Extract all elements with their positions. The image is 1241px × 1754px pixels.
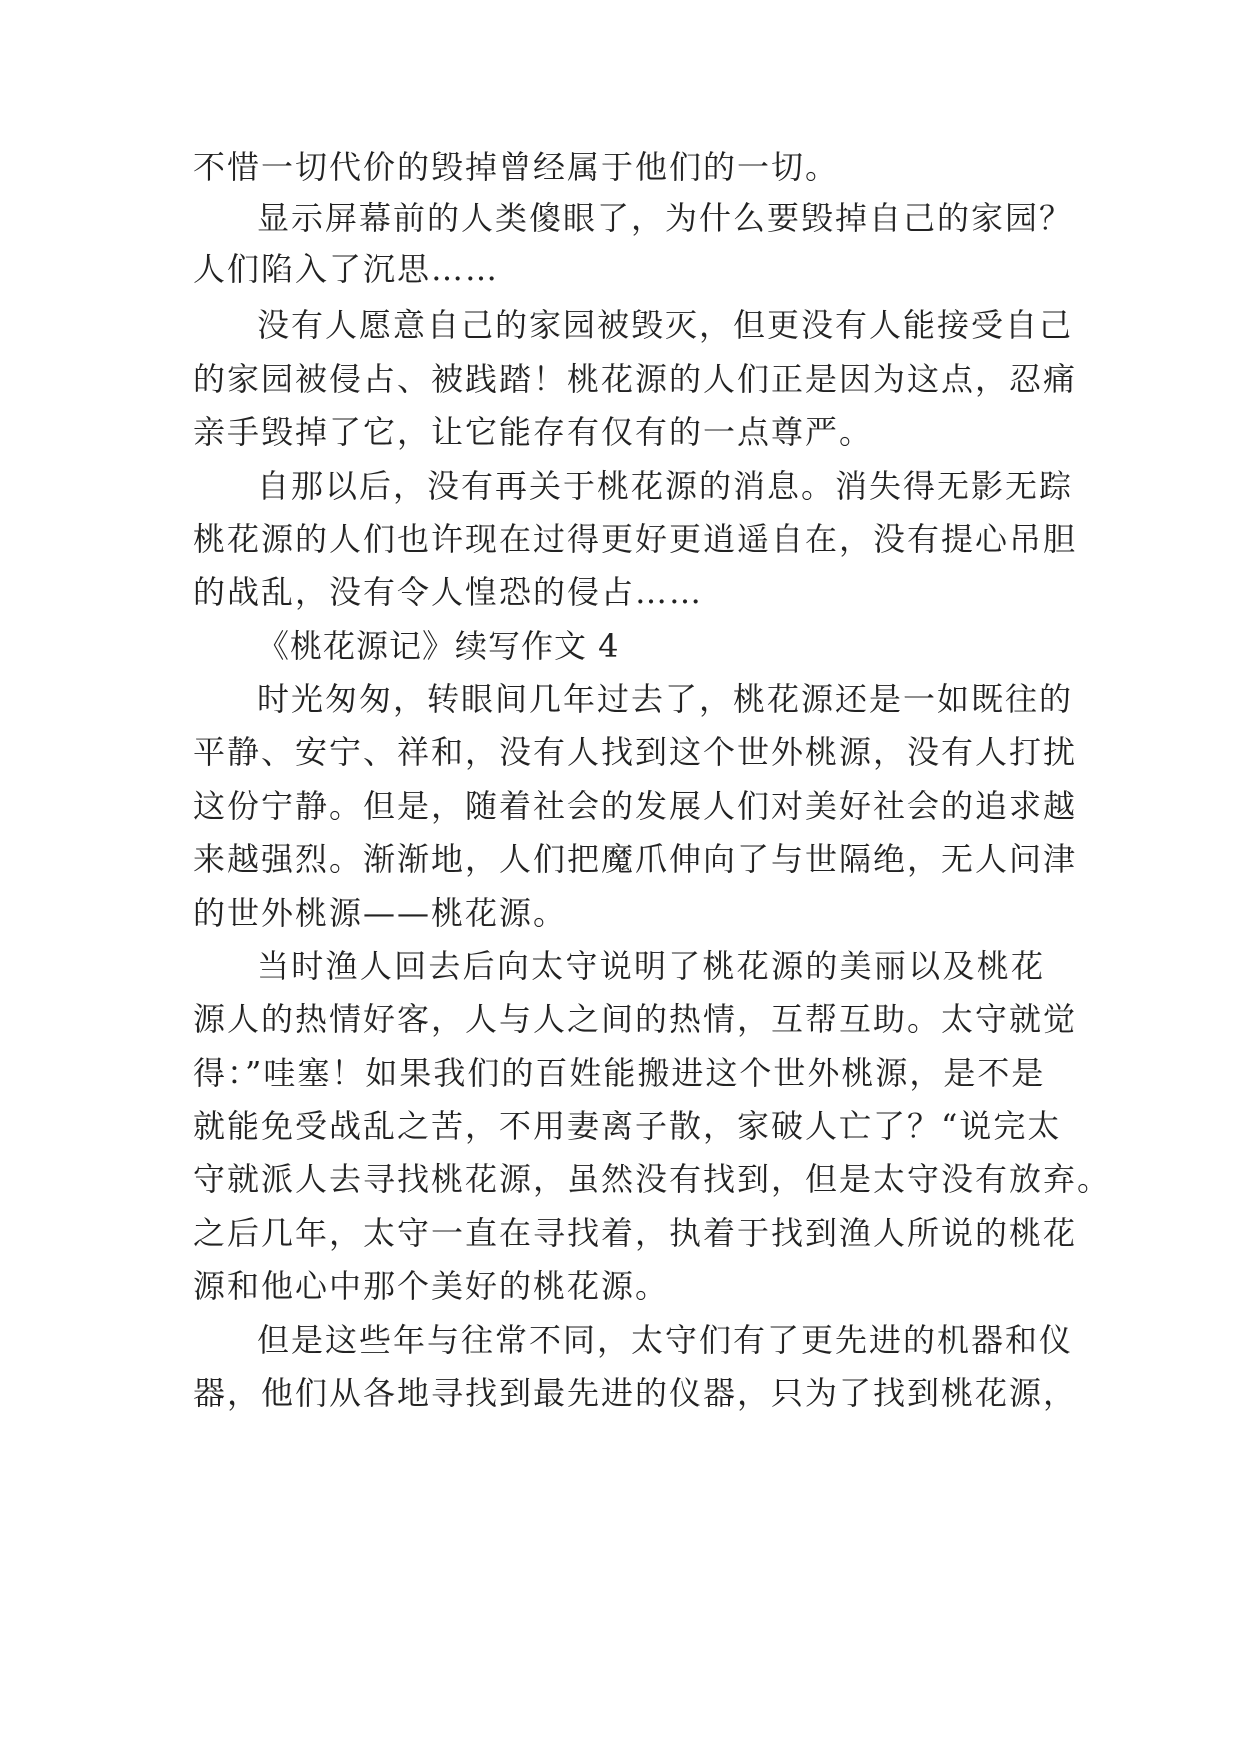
text-line: 时光匆匆，转眼间几年过去了，桃花源还是一如既往的 (257, 680, 1074, 718)
text-line: 器，他们从各地寻找到最先进的仪器，只为了找到桃花源， (193, 1374, 1078, 1412)
text-line: 守就派人去寻找桃花源，虽然没有找到，但是太守没有放弃。 (193, 1160, 1112, 1198)
text-line: 来越强烈。渐渐地，人们把魔爪伸向了与世隔绝，无人问津 (193, 840, 1078, 878)
text-line: 源和他心中那个美好的桃花源。 (193, 1267, 670, 1305)
text-line: 就能免受战乱之苦，不用妻离子散，家破人亡了？“说完太 (193, 1107, 1062, 1145)
text-line: 不惜一切代价的毁掉曾经属于他们的一切。 (193, 148, 840, 186)
text-line: 显示屏幕前的人类傻眼了，为什么要毁掉自己的家园？ (257, 199, 1074, 237)
text-line: 的家园被侵占、被践踏！桃花源的人们正是因为这点，忍痛 (193, 360, 1078, 398)
text-line: 没有人愿意自己的家园被毁灭，但更没有人能接受自己 (257, 306, 1074, 344)
text-line: 平静、安宁、祥和，没有人找到这个世外桃源，没有人打扰 (193, 733, 1078, 771)
text-line: 亲手毁掉了它，让它能存有仅有的一点尊严。 (193, 413, 874, 451)
text-line: 当时渔人回去后向太守说明了桃花源的美丽以及桃花 (257, 947, 1045, 985)
text-line: 桃花源的人们也许现在过得更好更逍遥自在，没有提心吊胆 (193, 520, 1078, 558)
text-line: 人们陷入了沉思…… (193, 250, 500, 288)
text-line: 得：”哇塞！如果我们的百姓能搬进这个世外桃源，是不是 (193, 1054, 1046, 1092)
text-line: 源人的热情好客，人与人之间的热情，互帮互助。太守就觉 (193, 1000, 1078, 1038)
text-line: 但是这些年与往常不同，太守们有了更先进的机器和仪 (257, 1321, 1074, 1359)
text-line: 自那以后，没有再关于桃花源的消息。消失得无影无踪 (257, 467, 1074, 505)
text-line: 的世外桃源——桃花源。 (193, 894, 568, 932)
text-line: 之后几年，太守一直在寻找着，执着于找到渔人所说的桃花 (193, 1214, 1078, 1252)
section-title: 《桃花源记》续写作文 4 (257, 627, 620, 665)
text-line: 这份宁静。但是，随着社会的发展人们对美好社会的追求越 (193, 787, 1078, 825)
text-line: 的战乱，没有令人惶恐的侵占…… (193, 573, 704, 611)
